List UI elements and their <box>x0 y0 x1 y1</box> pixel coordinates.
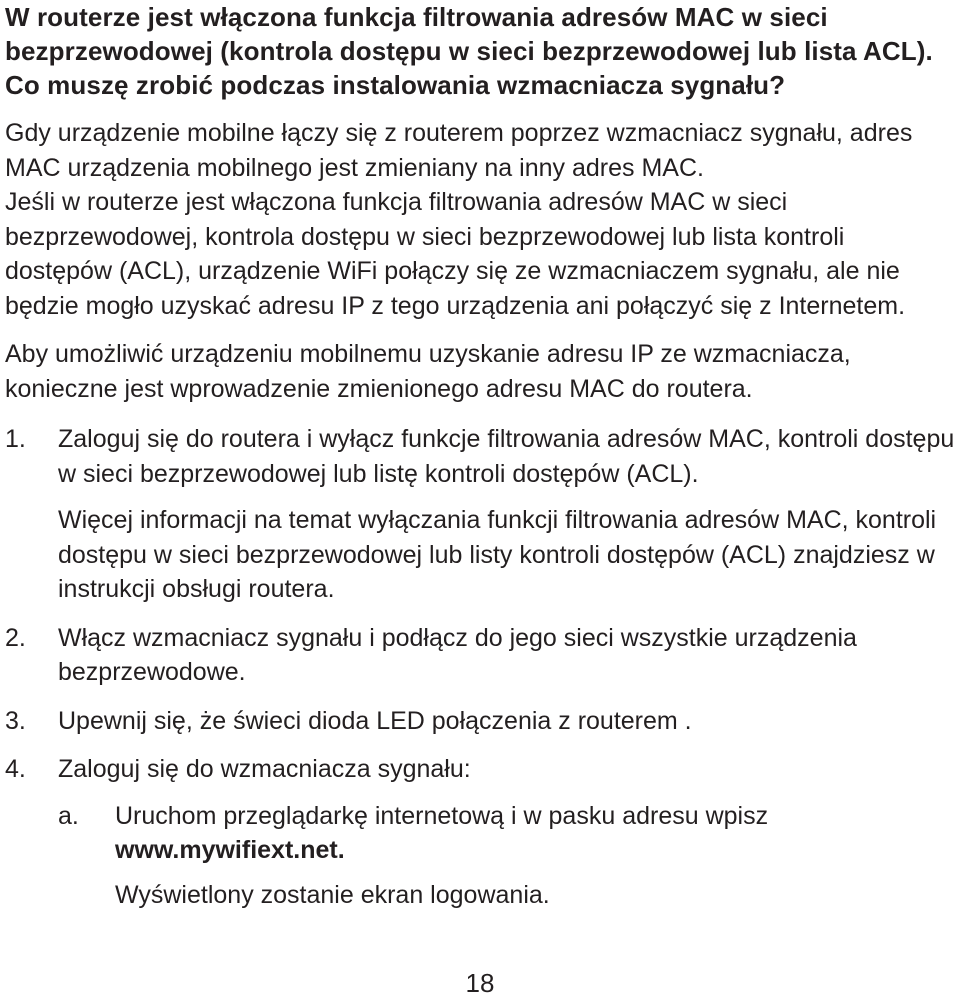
faq-question-heading: W routerze jest włączona funkcja filtrowania adresów MAC w sieci bezprzewodowej (kontrola dostępu w sieci bezprzewodowej lub lista ACL). Co muszę zrobić podczas instalowania wzmacniacza sygnału? <box>5 2 933 100</box>
manual-page <box>5 0 955 912</box>
substep-a <box>58 799 955 913</box>
step-number: 4. <box>5 755 26 783</box>
extender-url: www.mywifiext.net. <box>115 836 345 864</box>
step-text: Włącz wzmacniacz sygnału i podłącz do jego sieci wszystkie urządzenia bezprzewodowe. <box>58 623 857 686</box>
steps-list <box>5 422 955 912</box>
step-text: Upewnij się, że świeci dioda LED połączenia z routerem . <box>58 706 692 735</box>
step-number: 3. <box>5 706 26 735</box>
paragraph-enable-ip: Aby umożliwić urządzeniu mobilnemu uzyskanie adresu IP ze wzmacniacza, konieczne jest wprowadzenie zmienionego adresu MAC do routera. <box>5 340 851 403</box>
step-number: 1. <box>5 425 26 453</box>
step-2 <box>5 621 955 690</box>
paragraph-mac-change: Gdy urządzenie mobilne łączy się z routerem poprzez wzmacniacz sygnału, adres MAC urządzenia mobilnego jest zmieniany na inny adres MAC. <box>5 119 913 182</box>
page-number: 18 <box>465 968 495 998</box>
step-text: Zaloguj się do routera i wyłącz funkcje filtrowania adresów MAC, kontroli dostępu w sieci bezprzewodowej lub listę kontroli dostępów (ACL). <box>58 425 955 488</box>
substep-result: Wyświetlony zostanie ekran logowania. <box>115 880 550 909</box>
substep-letter: a. <box>58 801 79 830</box>
step-3 <box>5 704 955 739</box>
step-number: 2. <box>5 623 26 652</box>
step-text: Zaloguj się do wzmacniacza sygnału: <box>58 755 471 783</box>
step-4 <box>5 752 955 912</box>
paragraph-mac-filtering: Jeśli w routerze jest włączona funkcja filtrowania adresów MAC w sieci bezprzewodowej, kontrola dostępu w sieci bezprzewodowej lub lista kontroli dostępów (ACL), urządzenie WiFi połączy się ze wzmacniaczem sygnału, ale nie będzie mogło uzyskać adresu IP z tego urządzenia ani połączyć się z Internetem. <box>5 188 906 320</box>
step-note: Więcej informacji na temat wyłączania funkcji filtrowania adresów MAC, kontroli dostępu w sieci bezprzewodowej lub listy kontroli dostępów (ACL) znajdziesz w instrukcji obsługi routera. <box>58 506 937 603</box>
substep-text: Uruchom przeglądarkę internetową i w pasku adresu wpisz <box>115 801 769 830</box>
step-1 <box>5 422 955 607</box>
